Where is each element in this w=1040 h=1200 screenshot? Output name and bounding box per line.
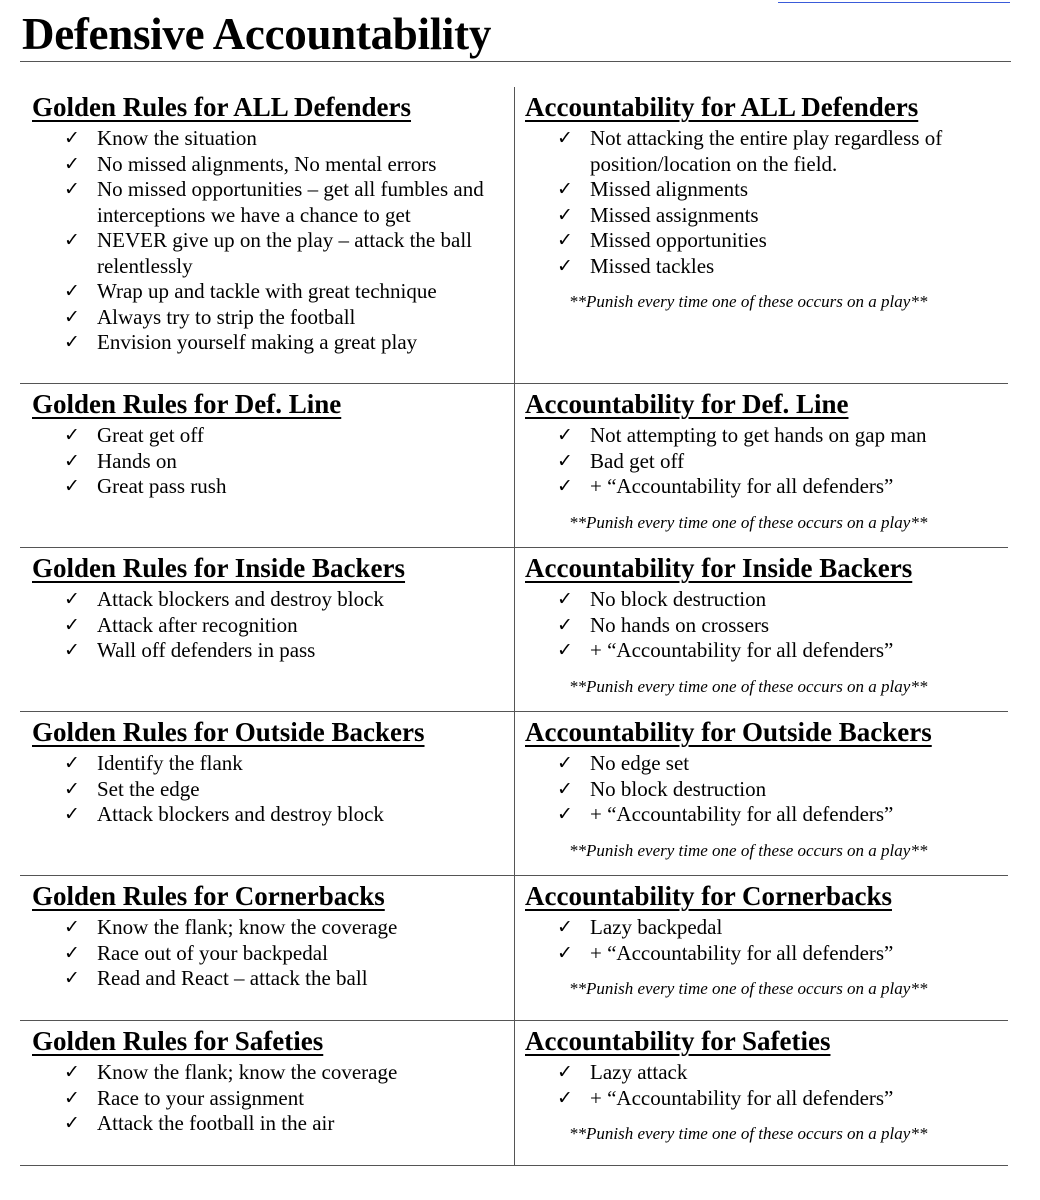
table-row-inside-backers (20, 548, 1008, 712)
checkmark-icon: ✓ (64, 613, 80, 636)
rules-table (20, 87, 1008, 1166)
checkmark-icon: ✓ (557, 613, 573, 636)
checkmark-icon: ✓ (557, 475, 573, 497)
list-item: ✓ Wall off defenders in pass (64, 638, 316, 662)
golden-rules-cell (20, 712, 515, 875)
list-item: ✓ No block destruction (557, 587, 767, 611)
list-item: ✓ Lazy attack (557, 1060, 688, 1084)
list-item: ✓ Lazy backpedal (557, 915, 723, 939)
checkmark-icon: ✓ (64, 1086, 80, 1109)
list-item: ✓ Read and React – attack the ball (64, 966, 368, 990)
list-item: ✓ + “Accountability for all defenders” (557, 1085, 894, 1110)
list-item: ✓ No missed alignments, No mental errors (64, 151, 437, 176)
accountability-list (525, 915, 1008, 966)
golden-rules-list (32, 126, 514, 356)
checkmark-icon: ✓ (557, 203, 573, 226)
accountability-list (525, 751, 1008, 828)
checkmark-icon: ✓ (64, 941, 80, 964)
accountability-heading: Accountability for Inside Backers (525, 553, 913, 583)
checkmark-icon: ✓ (64, 967, 80, 989)
list-item: ✓ + “Accountability for all defenders” (557, 940, 894, 965)
table-row-outside-backers (20, 712, 1008, 876)
accountability-cell (515, 87, 1008, 383)
golden-rules-cell (20, 1021, 515, 1165)
punish-note: **Punish every time one of these occurs on a play** (569, 512, 928, 532)
checkmark-icon: ✓ (64, 280, 80, 302)
checkmark-icon: ✓ (557, 588, 573, 610)
punish-note: **Punish every time one of these occurs on a play** (569, 1124, 928, 1143)
accountability-heading: Accountability for Outside Backers (525, 717, 932, 747)
checkmark-icon: ✓ (64, 178, 80, 200)
list-item: ✓ Missed alignments (557, 177, 749, 201)
header-link-underline[interactable] (778, 0, 1010, 3)
checkmark-icon: ✓ (64, 229, 80, 251)
table-row-def-line (20, 384, 1008, 548)
list-item: ✓ + “Accountability for all defenders” (557, 802, 894, 826)
checkmark-icon: ✓ (64, 1112, 80, 1134)
list-item: ✓ Race out of your backpedal (64, 940, 328, 965)
table-row-cornerbacks (20, 876, 1008, 1021)
list-item: ✓ No missed opportunities – get all fumbles and interceptions we have a chance to get (64, 177, 484, 227)
checkmark-icon: ✓ (557, 916, 573, 938)
list-item: ✓ Missed assignments (557, 202, 759, 227)
accountability-heading: Accountability for ALL Defenders (525, 92, 919, 122)
golden-rules-list (32, 423, 514, 500)
checkmark-icon: ✓ (64, 777, 80, 800)
list-item: ✓ Race to your assignment (64, 1085, 305, 1110)
list-item: ✓ Not attacking the entire play regardless of position/location on the field. (557, 126, 943, 176)
checkmark-icon: ✓ (557, 941, 573, 964)
checkmark-icon: ✓ (557, 803, 573, 825)
accountability-list (525, 423, 1008, 500)
golden-rules-heading: Golden Rules for ALL Defenders (32, 92, 412, 122)
punish-note: **Punish every time one of these occurs on a play** (569, 292, 928, 311)
list-item: ✓ Envision yourself making a great play (64, 330, 418, 354)
accountability-cell (515, 548, 1008, 711)
list-item: ✓ Know the flank; know the coverage (64, 915, 398, 939)
list-item: ✓ Attack blockers and destroy block (64, 802, 384, 826)
accountability-heading: Accountability for Def. Line (525, 389, 849, 419)
list-item: ✓ Set the edge (64, 776, 200, 801)
golden-rules-heading: Golden Rules for Safeties (32, 1026, 324, 1056)
table-row-all-defenders (20, 87, 1008, 384)
golden-rules-list (32, 751, 514, 828)
list-item: ✓ Always try to strip the football (64, 304, 356, 329)
accountability-heading: Accountability for Cornerbacks (525, 881, 892, 911)
list-item: ✓ NEVER give up on the play – attack the ball relentlessly (64, 228, 472, 278)
checkmark-icon: ✓ (64, 1061, 80, 1083)
checkmark-icon: ✓ (557, 752, 573, 774)
golden-rules-cell (20, 87, 515, 383)
list-item: ✓ No edge set (557, 751, 690, 775)
accountability-cell (515, 876, 1008, 1020)
list-item: ✓ Know the situation (64, 126, 257, 150)
list-item: ✓ + “Accountability for all defenders” (557, 474, 894, 498)
golden-rules-heading: Golden Rules for Inside Backers (32, 553, 406, 583)
golden-rules-list (32, 587, 514, 664)
checkmark-icon: ✓ (64, 152, 80, 175)
accountability-list (525, 1060, 1008, 1111)
golden-rules-cell (20, 876, 515, 1020)
checkmark-icon: ✓ (64, 127, 80, 149)
list-item: ✓ Great pass rush (64, 474, 227, 498)
checkmark-icon: ✓ (557, 1061, 573, 1083)
checkmark-icon: ✓ (557, 178, 573, 200)
list-item: ✓ + “Accountability for all defenders” (557, 638, 894, 662)
list-item: ✓ Attack after recognition (64, 612, 298, 637)
checkmark-icon: ✓ (557, 449, 573, 472)
golden-rules-cell (20, 384, 515, 547)
list-item: ✓ No block destruction (557, 776, 767, 801)
checkmark-icon: ✓ (64, 639, 80, 661)
accountability-cell (515, 384, 1008, 547)
golden-rules-heading: Golden Rules for Cornerbacks (32, 881, 385, 911)
table-row-safeties (20, 1021, 1008, 1166)
checkmark-icon: ✓ (64, 752, 80, 774)
checkmark-icon: ✓ (557, 777, 573, 800)
checkmark-icon: ✓ (557, 127, 573, 149)
golden-rules-list (32, 915, 514, 992)
list-item: ✓ Identify the flank (64, 751, 243, 775)
list-item: ✓ Great get off (64, 423, 204, 447)
list-item: ✓ Attack blockers and destroy block (64, 587, 384, 611)
golden-rules-list (32, 1060, 514, 1137)
list-item: ✓ Not attempting to get hands on gap man (557, 423, 927, 447)
list-item: ✓ Bad get off (557, 448, 685, 473)
accountability-list (525, 126, 1008, 279)
checkmark-icon: ✓ (557, 639, 573, 661)
punish-note: **Punish every time one of these occurs on a play** (569, 676, 928, 696)
checkmark-icon: ✓ (64, 475, 80, 497)
accountability-list (525, 587, 1008, 664)
punish-note: **Punish every time one of these occurs on a play** (569, 840, 928, 860)
checkmark-icon: ✓ (557, 254, 573, 277)
golden-rules-cell (20, 548, 515, 711)
checkmark-icon: ✓ (64, 331, 80, 353)
list-item: ✓ No hands on crossers (557, 612, 770, 637)
checkmark-icon: ✓ (64, 449, 80, 472)
list-item: ✓ Know the flank; know the coverage (64, 1060, 398, 1084)
page-title: Defensive Accountability (22, 9, 492, 59)
accountability-cell (515, 712, 1008, 875)
checkmark-icon: ✓ (557, 1086, 573, 1109)
checkmark-icon: ✓ (64, 305, 80, 328)
checkmark-icon: ✓ (557, 229, 573, 251)
list-item: ✓ Missed tackles (557, 253, 715, 278)
accountability-cell (515, 1021, 1008, 1165)
title-divider (20, 61, 1011, 62)
checkmark-icon: ✓ (557, 424, 573, 446)
golden-rules-heading: Golden Rules for Outside Backers (32, 717, 425, 747)
list-item: ✓ Wrap up and tackle with great technique (64, 279, 437, 303)
punish-note: **Punish every time one of these occurs on a play** (569, 979, 928, 998)
accountability-heading: Accountability for Safeties (525, 1026, 831, 1056)
checkmark-icon: ✓ (64, 424, 80, 446)
checkmark-icon: ✓ (64, 803, 80, 825)
checkmark-icon: ✓ (64, 588, 80, 610)
golden-rules-heading: Golden Rules for Def. Line (32, 389, 342, 419)
list-item: ✓ Hands on (64, 448, 177, 473)
list-item: ✓ Missed opportunities (557, 228, 767, 252)
list-item: ✓ Attack the football in the air (64, 1111, 335, 1135)
checkmark-icon: ✓ (64, 916, 80, 938)
